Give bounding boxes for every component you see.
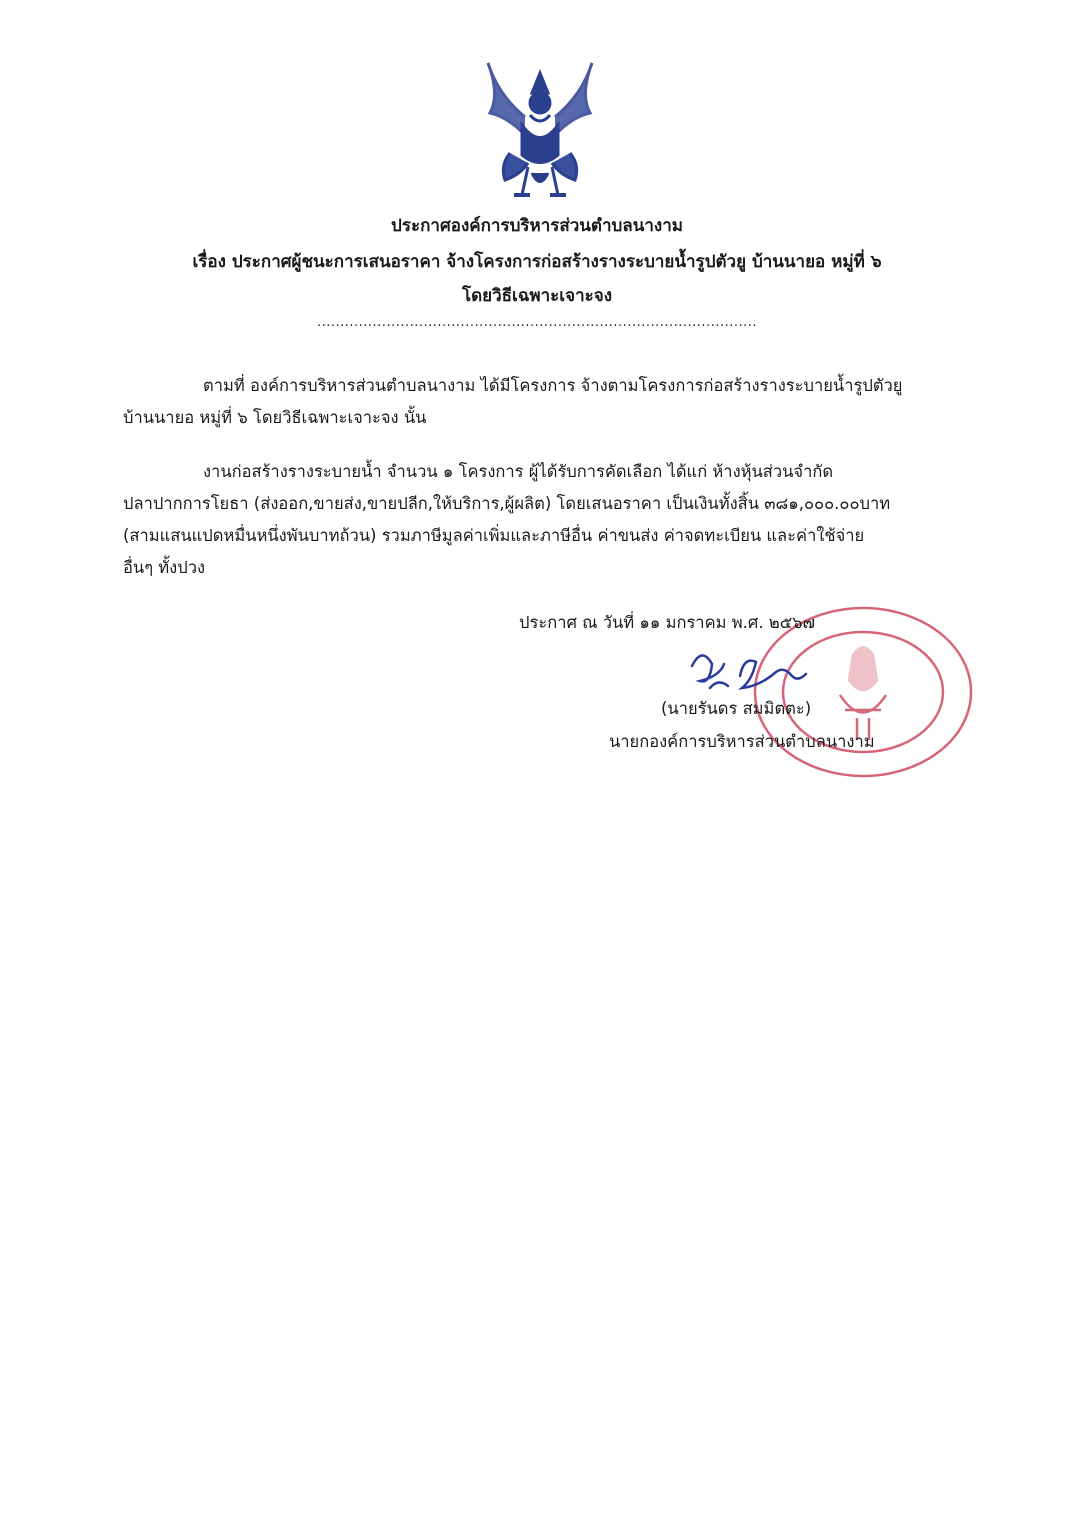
signer-title: นายกองค์การบริหารส่วนตำบลนางาม [609,732,875,751]
paragraph-1-line-1: ตามที่ องค์การบริหารส่วนตำบลนางาม ได้มีโครงการ จ้างตามโครงการก่อสร้างรางระบายน้ำรูปตัวยู [203,376,903,395]
procurement-method: โดยวิธีเฉพาะเจาะจง [461,286,613,306]
announcement-date: ประกาศ ณ วันที่ ๑๑ มกราคม พ.ศ. ๒๕๖๗ [519,613,816,632]
paragraph-1-line-2: บ้านนายอ หมู่ที่ ๖ โดยวิธีเฉพาะเจาะจง นั้น [123,408,427,427]
paragraph-2-line-3: (สามแสนแปดหมื่นหนึ่งพันบาทถ้วน) รวมภาษีมูลค่าเพิ่มและภาษีอื่น ค่าขนส่ง ค่าจดทะเบียน และค่าใช้จ่าย [123,526,865,545]
signer-name: (นายรันดร สมมิตตะ) [661,699,812,718]
paragraph-2-line-2: ปลาปากการโยธา (ส่งออก,ขายส่ง,ขายปลีก,ให้บริการ,ผู้ผลิต) โดยเสนอราคา เป็นเงินทั้งสิ้น ๓๘๑,๐๐๐.๐๐บาท [123,494,891,513]
paragraph-2-line-1: งานก่อสร้างรางระบายน้ำ จำนวน ๑ โครงการ ผู้ได้รับการคัดเลือก ได้แก่ ห้างหุ้นส่วนจำกัด [203,462,834,481]
paragraph-2-line-4: อื่นๆ ทั้งปวง [123,558,206,577]
announcement-subject: เรื่อง ประกาศผู้ชนะการเสนอราคา จ้างโครงการก่อสร้างรางระบายน้ำรูปตัวยู บ้านนายอ หมู่ที่ ๖ [192,252,882,272]
garuda-emblem-icon [470,55,610,205]
dotted-divider: ............................................................................................... [316,315,758,330]
organization-title: ประกาศองค์การบริหารส่วนตำบลนางาม [391,216,683,236]
